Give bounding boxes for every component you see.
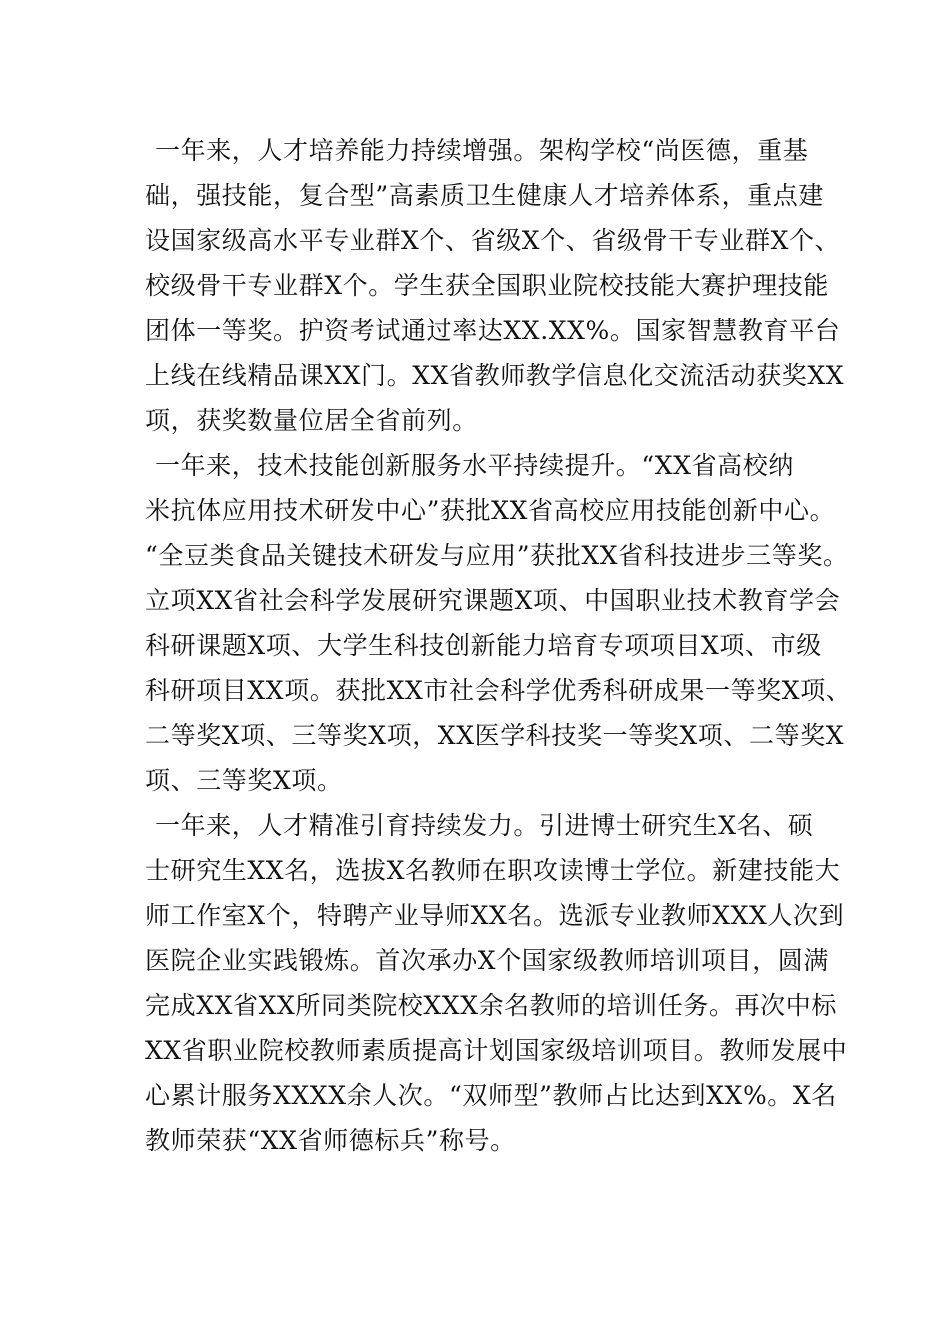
paragraph-line: 设国家级高水平专业群X个、省级X个、省级骨干专业群X个、 xyxy=(145,226,841,255)
paragraph-line: “全豆类食品关键技术研发与应用”获批XX省科技进步三等奖。 xyxy=(145,541,849,570)
paragraph-line: 一年来，人才精准引育持续发力。引进博士研究生X名、硕 xyxy=(155,811,814,840)
paragraph-line: 一年来，人才培养能力持续增强。架构学校“尚医德，重基 xyxy=(155,136,809,165)
paragraph-line: 医院企业实践锻炼。首次承办X个国家级教师培训项目，圆满 xyxy=(145,946,829,975)
paragraph-line: 项、三等奖X项。 xyxy=(145,766,343,795)
paragraph-line: 一年来，技术技能创新服务水平持续提升。“XX省高校纳 xyxy=(155,451,794,480)
paragraph-line: 立项XX省社会科学发展研究课题X项、中国职业技术教育学会 xyxy=(145,586,841,615)
paragraph-talent-recruitment xyxy=(145,803,848,1163)
paragraph-line: 项，获奖数量位居全省前列。 xyxy=(145,406,478,435)
paragraph-line: 础，强技能，复合型”高素质卫生健康人才培养体系，重点建 xyxy=(145,181,824,210)
paragraph-line: 完成XX省XX所同类院校XXX余名教师的培训任务。再次中标 xyxy=(145,991,837,1020)
paragraph-line: 团体一等奖。护资考试通过率达XX.XX%。国家智慧教育平台 xyxy=(145,316,841,345)
paragraph-line: 校级骨干专业群X个。学生获全国职业院校技能大赛护理技能 xyxy=(145,271,829,300)
document-body xyxy=(145,128,852,1163)
paragraph-line: 科研项目XX项。获批XX市社会科学优秀科研成果一等奖X项、 xyxy=(145,676,852,705)
paragraph-talent-cultivation xyxy=(145,128,845,443)
paragraph-line: 心累计服务XXXX余人次。“双师型”教师占比达到XX%。X名 xyxy=(145,1081,837,1110)
paragraph-line: 士研究生XX名，选拔X名教师在职攻读博士学位。新建技能大 xyxy=(145,856,841,885)
paragraph-line: 二等奖X项、三等奖X项，XX医学科技奖一等奖X项、二等奖X xyxy=(145,721,845,750)
paragraph-line: 上线在线精品课XX门。XX省教师教学信息化交流活动获奖XX xyxy=(145,361,845,390)
paragraph-line: 科研课题X项、大学生科技创新能力培育专项项目X项、市级 xyxy=(145,631,822,660)
paragraph-line: 米抗体应用技术研发中心”获批XX省高校应用技能创新中心。 xyxy=(145,496,836,525)
paragraph-innovation-service xyxy=(145,443,852,803)
paragraph-line: XX省职业院校教师素质提高计划国家级培训项目。教师发展中 xyxy=(145,1036,848,1065)
paragraph-line: 师工作室X个，特聘产业导师XX名。选派专业教师XXX人次到 xyxy=(145,901,845,930)
paragraph-line: 教师荣获“XX省师德标兵”称号。 xyxy=(145,1126,516,1155)
